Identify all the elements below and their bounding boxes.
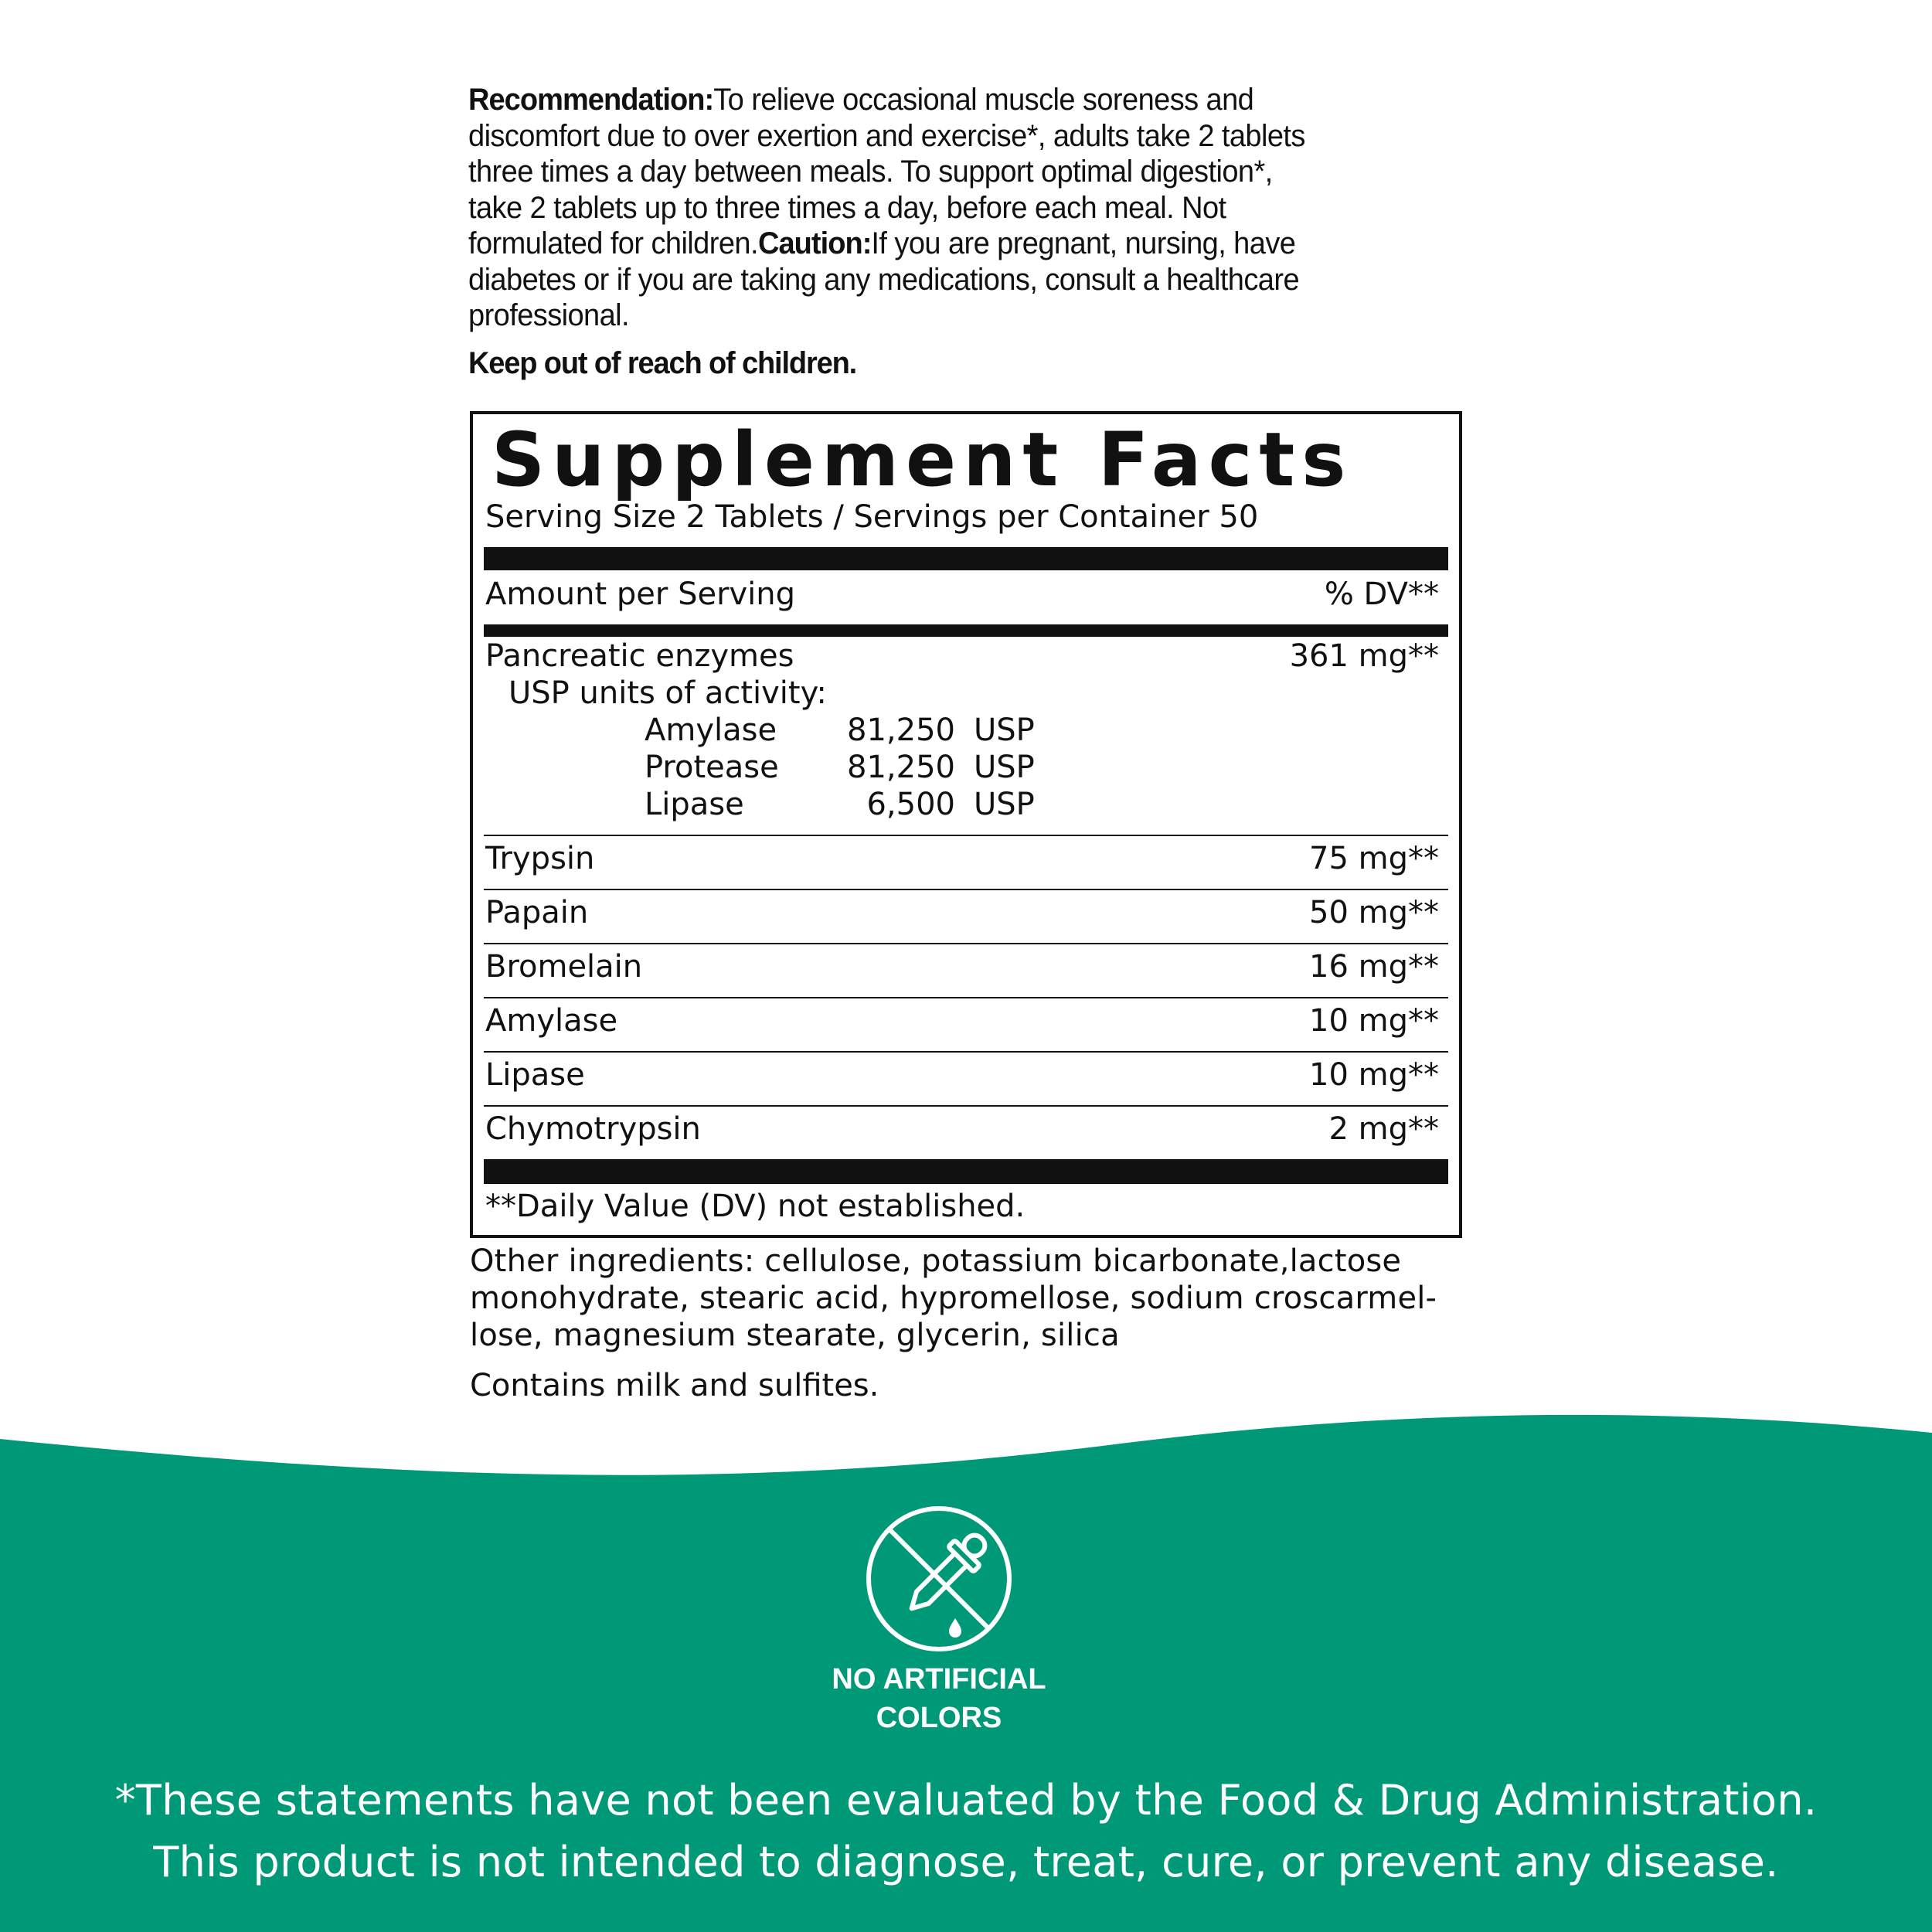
nutrient-amount: 16 mg** <box>1309 949 1439 985</box>
nutrient-amount: 75 mg** <box>1309 841 1439 876</box>
disclaimer-line: *These statements have not been evaluated by the Food & Drug Administration. <box>114 1776 1818 1825</box>
nutrient-name: Chymotrypsin <box>485 1111 701 1147</box>
thick-divider <box>484 1159 1448 1184</box>
keep-out-warning: Keep out of reach of children. <box>468 346 857 380</box>
nutrient-name: Lipase <box>485 1057 585 1093</box>
allergen-statement: Contains milk and sulfites. <box>470 1368 879 1403</box>
row-divider <box>484 889 1448 890</box>
usp-unit-value: 6,500 <box>866 787 955 822</box>
pancreatic-amount: 361 mg** <box>1289 638 1439 674</box>
row-divider <box>484 1105 1448 1107</box>
dv-footnote: **Daily Value (DV) not established. <box>485 1189 1026 1224</box>
usp-unit-value: 81,250 <box>847 713 955 748</box>
serving-size: Serving Size 2 Tablets / Servings per Container 50 <box>485 499 1259 535</box>
nutrient-amount: 10 mg** <box>1309 1003 1439 1039</box>
recommendation-body: To relieve occasional muscle soreness and discomfort due to over exertion and exercise*, adults take 2 tablets three times a day between meals. To support optimal digestion*, take 2 tablets up to three times a day, before each meal. Not formulated for children. <box>468 83 1305 260</box>
row-divider <box>484 943 1448 944</box>
dv-header: % DV** <box>1324 577 1439 612</box>
ingredients-line: monohydrate, stearic acid, hypromellose, sodium croscarmel- <box>470 1281 1437 1316</box>
ingredients-line: lose, magnesium stearate, glycerin, silica <box>470 1318 1120 1353</box>
recommendation-label: Recommendation: <box>468 83 714 117</box>
nutrient-name: Trypsin <box>485 841 595 876</box>
usp-label: USP units of activity: <box>509 675 827 711</box>
caution-label: Caution: <box>757 226 872 260</box>
no-artificial-colors-label <box>773 1660 1105 1737</box>
nutrient-amount: 50 mg** <box>1309 895 1439 930</box>
row-divider <box>484 835 1448 836</box>
usp-unit-name: Amylase <box>645 713 777 748</box>
nutrient-name: Amylase <box>485 1003 618 1039</box>
row-divider <box>484 997 1448 998</box>
fda-disclaimer <box>0 1770 1932 1893</box>
row-divider <box>484 1051 1448 1053</box>
nutrient-amount: 10 mg** <box>1309 1057 1439 1093</box>
caution-body: If you are pregnant, nursing, have diabetes or if you are taking any medications, consult a healthcare professional. <box>468 226 1300 332</box>
ingredients-line: Other ingredients: cellulose, potassium bicarbonate,lactose <box>470 1243 1402 1279</box>
nutrient-name: Bromelain <box>485 949 643 985</box>
supplement-facts-panel <box>470 411 1462 1238</box>
nutrient-name: Papain <box>485 895 589 930</box>
other-ingredients <box>470 1243 1475 1354</box>
nutrient-amount: 2 mg** <box>1328 1111 1439 1147</box>
usp-unit-label: USP <box>974 787 1035 822</box>
pancreatic-label: Pancreatic enzymes <box>485 638 794 674</box>
badge-line: NO ARTIFICIAL <box>832 1663 1046 1696</box>
amount-header: Amount per Serving <box>485 577 796 612</box>
disclaimer-line: This product is not intended to diagnose, treat, cure, or prevent any disease. <box>153 1838 1779 1886</box>
usp-unit-name: Protease <box>645 750 779 785</box>
badge-line: COLORS <box>876 1702 1002 1734</box>
usp-unit-name: Lipase <box>645 787 744 822</box>
no-dropper-icon <box>864 1504 1014 1654</box>
usp-unit-label: USP <box>974 713 1035 748</box>
usp-unit-label: USP <box>974 750 1035 785</box>
medium-divider <box>484 624 1448 637</box>
thick-divider <box>484 547 1448 570</box>
panel-title: Supplement Facts <box>492 417 1353 503</box>
recommendation-text <box>468 82 1305 334</box>
usp-unit-value: 81,250 <box>847 750 955 785</box>
